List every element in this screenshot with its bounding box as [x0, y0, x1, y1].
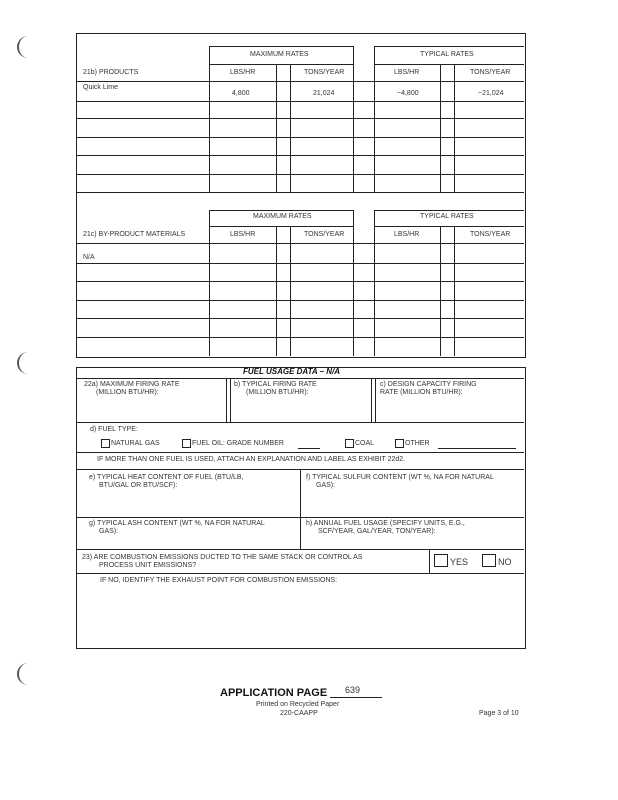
q23-label: 23) ARE COMBUSTION EMISSIONS DUCTED TO THE SAME STACK OR CONTROL AS: [82, 554, 363, 561]
heat-content-label: e) TYPICAL HEAT CONTENT OF FUEL (BTU/LB,: [89, 474, 244, 481]
byproducts-typical-rates-header: TYPICAL RATES: [420, 213, 474, 220]
application-page-title: APPLICATION PAGE: [220, 687, 328, 699]
binder-hole-top: [17, 36, 29, 58]
sulfur-content-sub: GAS):: [316, 482, 336, 489]
design-capacity-sub: RATE (MILLION BTU/HR):: [380, 389, 463, 396]
product-max-lbs: 4,800: [232, 90, 250, 97]
exhaust-point-label: IF NO, IDENTIFY THE EXHAUST POINT FOR COMBUSTION EMISSIONS:: [100, 577, 338, 584]
byproducts-label: 21c) BY-PRODUCT MATERIALS: [83, 231, 186, 238]
coal-label: COAL: [355, 440, 375, 447]
sulfur-content-label: f) TYPICAL SULFUR CONTENT (WT %, NA FOR NATURAL: [306, 474, 494, 481]
printed-on-recycled-paper: Printed on Recycled Paper: [256, 701, 340, 708]
fuel-usage-title: FUEL USAGE DATA – N/A: [243, 367, 341, 376]
typical-firing-rate-sub: (MILLION BTU/HR):: [246, 389, 309, 396]
max-firing-rate-sub: (MILLION BTU/HR):: [96, 389, 159, 396]
natural-gas-checkbox[interactable]: [101, 439, 110, 448]
products-col-tons-max: TONS/YEAR: [304, 69, 345, 76]
form-id: 220-CAAPP: [280, 710, 318, 717]
typical-firing-rate-label: b) TYPICAL FIRING RATE: [234, 381, 317, 388]
byproducts-col-tons-max: TONS/YEAR: [304, 231, 345, 238]
ash-content-label: g) TYPICAL ASH CONTENT (WT %, NA FOR NATURAL: [89, 520, 265, 527]
page-of: Page 3 of 10: [479, 710, 519, 717]
design-capacity-label: c) DESIGN CAPACITY FIRING: [380, 381, 477, 388]
no-checkbox[interactable]: [482, 554, 496, 567]
byproducts-col-lbs-typ: LBS/HR: [394, 231, 420, 238]
product-typ-tons: ~21,024: [478, 90, 504, 97]
binder-hole-middle: [17, 352, 29, 374]
products-col-lbs-max: LBS/HR: [230, 69, 256, 76]
fuel-usage-section: [76, 367, 526, 649]
max-firing-rate-label: 22a) MAXIMUM FIRING RATE: [84, 381, 180, 388]
no-label: NO: [498, 557, 512, 567]
other-label: OTHER: [405, 440, 430, 447]
other-fuel-field[interactable]: [438, 448, 516, 449]
fuel-type-label: d) FUEL TYPE:: [90, 426, 138, 433]
yes-checkbox[interactable]: [434, 554, 448, 567]
products-max-rates-header: MAXIMUM RATES: [250, 51, 309, 58]
product-typ-lbs: ~4,800: [397, 90, 419, 97]
heat-content-sub: BTU/GAL OR BTU/SCF):: [99, 482, 178, 489]
yes-label: YES: [450, 557, 469, 567]
grade-number-field[interactable]: [298, 448, 320, 449]
application-page-number: 639: [345, 685, 361, 695]
fuel-oil-checkbox[interactable]: [182, 439, 191, 448]
q23-label-2: PROCESS UNIT EMISSIONS?: [99, 562, 197, 569]
fuel-oil-label: FUEL OIL: GRADE NUMBER: [192, 440, 284, 447]
natural-gas-label: NATURAL GAS: [111, 440, 160, 447]
byproducts-col-lbs-max: LBS/HR: [230, 231, 256, 238]
annual-fuel-usage-sub: SCF/YEAR, GAL/YEAR, TON/YEAR):: [318, 528, 436, 535]
product-name: Quick Lime: [83, 84, 119, 91]
products-label: 21b) PRODUCTS: [83, 69, 139, 76]
product-max-tons: 21,024: [313, 90, 335, 97]
other-checkbox[interactable]: [395, 439, 404, 448]
ash-content-sub: GAS):: [99, 528, 119, 535]
coal-checkbox[interactable]: [345, 439, 354, 448]
byproducts-col-tons-typ: TONS/YEAR: [470, 231, 511, 238]
byproduct-name: N/A: [83, 254, 95, 261]
annual-fuel-usage-label: h) ANNUAL FUEL USAGE (SPECIFY UNITS, E.G.,: [306, 520, 465, 527]
products-typical-rates-header: TYPICAL RATES: [420, 51, 474, 58]
products-col-lbs-typ: LBS/HR: [394, 69, 420, 76]
binder-hole-bottom: [17, 663, 29, 685]
products-col-tons-typ: TONS/YEAR: [470, 69, 511, 76]
multiple-fuel-note: IF MORE THAN ONE FUEL IS USED, ATTACH AN EXPLANATION AND LABEL AS EXHIBIT 22d2.: [97, 456, 406, 463]
byproducts-max-rates-header: MAXIMUM RATES: [253, 213, 312, 220]
